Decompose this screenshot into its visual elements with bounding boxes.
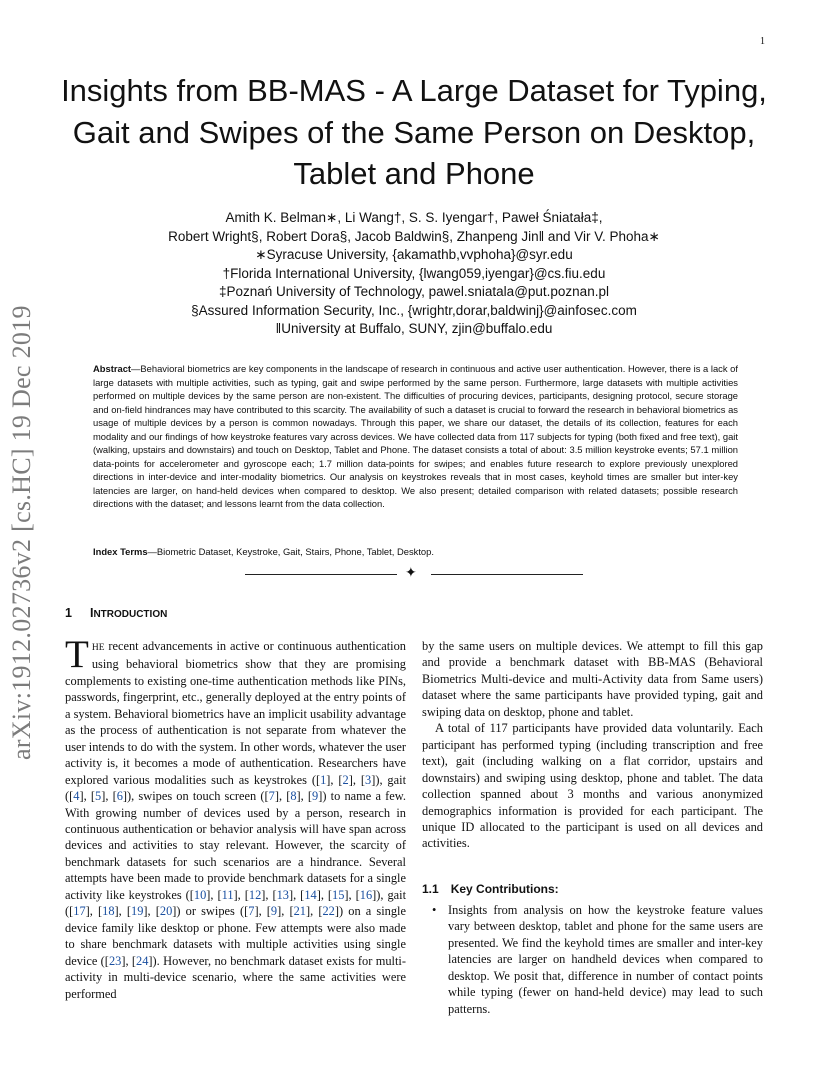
author-line-2: Robert Wright§, Robert Dora§, Jacob Baldwin§, Zhanpeng Jin‖ and Vir V. Phoha∗: [168, 228, 660, 244]
citation-link[interactable]: 7: [268, 789, 275, 804]
citation-link[interactable]: 20: [159, 904, 173, 919]
index-terms-text: —Biometric Dataset, Keystroke, Gait, Stairs, Phone, Tablet, Desktop.: [147, 546, 434, 557]
subsection-number: 1.1: [422, 882, 439, 896]
citation-link[interactable]: 7: [248, 904, 255, 919]
citation-link[interactable]: 21: [293, 904, 306, 919]
intro-text: ]) or swipes ([: [172, 904, 249, 919]
intro-text: recent advancements in active or continuous authentication using behavioral biometrics show that they are promising complements to existing one-time authentication methods like PINs, passwords, fingerprint, etc., generally deployed at the entry points of a system. Behavioral biometrics have an implicit usability advantage as the process of authentication is not separate from whatever the user intends to do with the system. In other words, whatever the user activity is, it becomes a mode of authentication. Researchers have explored various modalities such as keystrokes ([: [65, 639, 406, 787]
drop-cap: T: [65, 633, 89, 676]
citation-link[interactable]: 5: [94, 789, 102, 804]
section-title-rest: NTRODUCTION: [93, 609, 168, 620]
right-column: [422, 638, 763, 852]
affiliation-3: ‡Poznań University of Technology, pawel.sniatala@put.poznan.pl: [219, 284, 609, 299]
citation-link[interactable]: 6: [116, 789, 123, 804]
citation-link[interactable]: 8: [290, 789, 297, 804]
index-terms-label: Index Terms: [93, 546, 148, 557]
citation-link[interactable]: 24: [136, 953, 149, 968]
citation-link[interactable]: 22: [322, 904, 335, 919]
right-paragraph-2: A total of 117 participants have provided data voluntarily. Each participant has performed typing (including transcription and free text), gait (including walking on a flat corridor, upstairs and downstairs) and swiping using desktop, phone and tablet. The data collection spanned about 3 months and various anonymized demographics information is provided for each participant. The unique ID allocated to the participant is used on all devices and activities.: [422, 721, 763, 851]
divider-line-right: [431, 574, 583, 575]
intro-paragraph: THE recent advancements in active or continuous authentication using behavioral biometrics show that they are promising complements to existing one-time authentication methods like PINs, passwords, fingerprint, etc., generally deployed at the entry points of a system. Behavioral biometrics have an implicit usability advantage as the process of authentication is not separate from whatever the user intends to do with the system. In other words, whatever the user activity is, it becomes a mode of authentication. Researchers have explored various modalities such as keystrokes ([1], [2], [3]), gait ([4], [5], [6]), swipes on touch screen ([7], [8], [9]) to name a few. With growing number of devices used by a person, research in continuous authentication or behavior analysis will have span across devices and activities to stay relevant. However, the scarcity of benchmark datasets for such scenarios are a hindrance. Several attempts have been made to provide benchmark datasets for a single activity like keystrokes ([10], [11], [12], [13], [14], [15], [16]), gait ([17], [18], [19], [20]) or swipes ([7], [9], [21], [22]) on a single device family like desktop or phone. Few attempts were also made to share benchmark datasets with multiple activities using single device ([23], [24]). However, no benchmark dataset exists for multi-activity in multi-device scenario, where the same activities were performed: [65, 633, 407, 1001]
citation-link[interactable]: 11: [221, 887, 234, 902]
list-item: [432, 902, 763, 1017]
citation-link[interactable]: 4: [73, 789, 80, 804]
index-terms: [93, 545, 738, 559]
intro-text: ]). However, no benchmark dataset exists for multi-activity in multi-device scenario, where the same activities were performed: [65, 953, 407, 1001]
citation-link[interactable]: 15: [332, 887, 345, 902]
citation-link[interactable]: 16: [359, 887, 373, 902]
subsection-title: Key Contributions:: [450, 882, 559, 896]
citation-link[interactable]: 14: [304, 887, 317, 902]
intro-text: ]), gait ([: [65, 887, 407, 919]
citation-link[interactable]: 1: [320, 772, 327, 787]
right-paragraph-1: by the same users on multiple devices. We attempt to fill this gap and provide a benchmark dataset with BB-MAS (Behavioral Biometrics Multi-device and multi-Activity data from Same users) dataset where the same participants have provided typing, gait and swiping data on desktop, phone and tablet.: [422, 639, 763, 719]
page-number: 1: [760, 36, 765, 47]
citation-link[interactable]: 12: [248, 887, 262, 902]
intro-text: ]), gait ([: [65, 772, 407, 804]
author-block: [40, 209, 788, 339]
arxiv-stamp: arXiv:1912.02736v2 [cs.HC] 19 Dec 2019: [7, 305, 36, 760]
divider-star-icon: ✦: [405, 565, 417, 581]
affiliation-2: †Florida International University, {lwang059,iyengar}@cs.fiu.edu: [222, 265, 606, 281]
abstract-text: —Behavioral biometrics are key components in the landscape of research in continuous and active user authentication. However, there is a lack of large datasets with multiple activities, such as typing, gait and swipe performed by the same person. Furthermore, large datasets with multiple activities performed on multiple devices by the same person are non-existent. The difficulties of procuring devices, participants, designing protocol, secure storage and on-field hindrances may have contributed to this scarcity. The availability of such a dataset is crucial to forward the research in behavioral biometrics as usage of multiple devices by a person is common nowadays. Through this paper, we share our dataset, the details of its collection, features for each modality and our findings of how keystroke features vary across devices. We have collected data from 117 subjects for typing (both fixed and free text), gait (walking, upstairs and downstairs) and touch on Desktop, Tablet and Phone. The dataset consists a total of about: 3.5 million keystroke events; 57.1 million data-points for accelerometer and gyroscope each; 1.7 million data-points for swipes; and enables future research to explore previously unexplored directions in inter-device and inter-modality biometrics. Our analysis on keystrokes reveals that in most cases, keyhold times are smaller but inter-key latencies are larger, on hand-held devices when compared to desktop. We also present; detailed comparison with related datasets; possible research directions with the dataset; and lessons learnt from the data collection.: [93, 363, 738, 509]
abstract-label: Abstract: [93, 363, 132, 374]
citation-link[interactable]: 3: [364, 772, 372, 787]
citation-link[interactable]: 18: [102, 904, 115, 919]
section-heading: [65, 606, 167, 620]
citation-link[interactable]: 9: [312, 789, 319, 804]
divider-line-left: [245, 574, 397, 575]
citation-link[interactable]: 9: [270, 904, 278, 919]
intro-text: ]) on a single device family like desktop or phone. Few attempts were also made to share benchmark datasets with multiple activities using single device ([: [65, 904, 406, 968]
abstract: [93, 362, 738, 511]
affiliation-1: ∗Syracuse University, {akamathb,vvphoha}@syr.edu: [255, 247, 573, 262]
citation-link[interactable]: 13: [276, 887, 289, 902]
citation-link[interactable]: 19: [131, 904, 144, 919]
smallcaps-word: HE: [91, 643, 105, 653]
affiliation-4: §Assured Information Security, Inc., {wrightr,dorar,baldwinj}@ainfosec.com: [191, 302, 637, 318]
citation-link[interactable]: 10: [193, 887, 207, 902]
list-item-text: Insights from analysis on how the keystroke feature values vary between desktop, tablet and phone for the same users are presented. We find the keyhold times are smaller and inter-key latencies are larger on handheld devices when compared to desktop. We posit that, difference in number of contact points while typing (fewer on hand-held device) may lead to such patterns.: [448, 903, 763, 1016]
citation-link[interactable]: 2: [342, 772, 349, 787]
citation-link[interactable]: 23: [108, 953, 122, 968]
intro-text: ]) to name a few. With growing number of devices used by a person, research in continuous authentication or behavior analysis will have span across devices and activities to stay relevant. However, the scarcity of benchmark datasets for such scenarios are a hindrance. Several attempts have been made to provide benchmark datasets for a single activity like keystrokes ([: [65, 789, 406, 902]
left-column: [65, 633, 407, 1002]
section-number: 1: [65, 606, 72, 620]
paper-title: Insights from BB-MAS - A Large Dataset for Typing, Gait and Swipes of the Same Person on Desktop, Tablet and Phone: [61, 73, 767, 191]
bullet-icon: •: [432, 903, 437, 917]
citation-link[interactable]: 17: [73, 904, 86, 919]
affiliation-5: ‖University at Buffalo, SUNY, zjin@buffalo.edu: [275, 321, 553, 336]
section-divider: [245, 567, 583, 581]
subsection-heading: [422, 882, 559, 896]
author-line-1: Amith K. Belman∗, Li Wang†, S. S. Iyengar†, Paweł Śniatała‡,: [225, 210, 603, 225]
intro-text: ]), swipes on touch screen ([: [122, 789, 269, 804]
contributions-list: [432, 902, 763, 1017]
section-title-initial: I: [89, 606, 94, 620]
